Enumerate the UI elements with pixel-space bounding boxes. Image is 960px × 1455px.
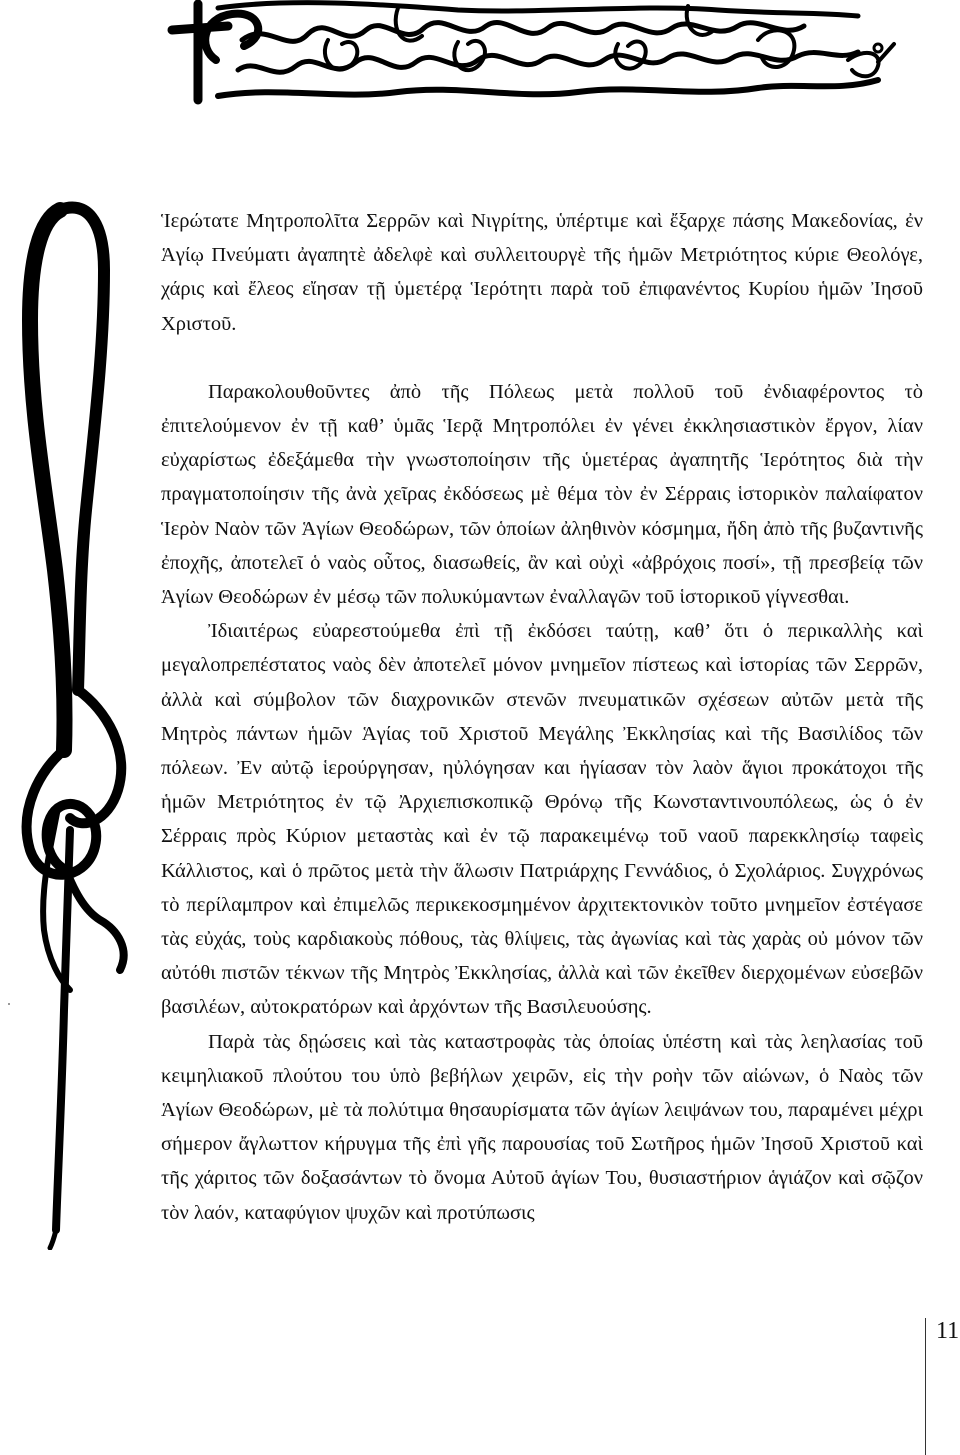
body-paragraph: Παρακολουθοῦντες ἀπὸ τῆς Πόλεως μετὰ πολλοῦ τοῦ ἐνδιαφέροντος τὸ ἐπιτελούμενον ἐν τῇ καθ’ ὑμᾶς Ἱερᾷ Μητροπόλει ἐν γένει ἐκκλησιαστικὸν ἔργον, λίαν εὐχαρίστως ἐδεξάμεθα τὴν γνωστοποίησιν τῆς ὑμετέρας ἀγαπητῆς Ἱερότητος διὰ τὴν πραγματοποίησιν τῆς ἀνὰ χεῖρας ἐκδόσεως μὲ θέμα τὸν ἐν Σέρραις ἱστορικὸν παλαίφατον Ἱερὸν Ναὸν τῶν Ἁγίων Θεοδώρων, τῶν ὁποίων ἀληθινὸν κόσμημα, ἤδη ἀπὸ τῆς βυζαντινῆς ἐποχῆς, ἀποτελεῖ ὁ ναὸς οὗτος, διασωθείς, ἂν καὶ οὐχὶ «ἀβρόχοις ποσί», τῇ πρεσβείᾳ τῶν Ἁγίων Θεοδώρων ἐν μέσῳ τῶν πολυκύμαντων ἐναλλαγῶν τοῦ ἱστορικοῦ γίγνεσθαι. [161, 380, 923, 609]
page-number: 11 [936, 1318, 960, 1344]
patriarchal-signature [158, 0, 898, 110]
knotted-cord-icon [0, 190, 150, 1250]
letter-body [161, 204, 923, 1230]
body-paragraph: Παρὰ τὰς δῃώσεις καὶ τὰς καταστροφὰς τὰς ὁποίας ὑπέστη καὶ τὰς λεηλασίας τοῦ κειμηλιακοῦ πλούτου του ὑπὸ βεβήλων χειρῶν, εἰς τὴν ροὴν τῶν αἰώνων, ὁ Ναὸς τῶν Ἁγίων Θεοδώρων, μὲ τὰ πολύτιμα θησαυρίσματα τῶν ἁγίων λειψάνων του, παραμένει μέχρι σήμερον ἄγλωττον κήρυγμα τῆς ἐπὶ γῆς παρουσίας τοῦ Σωτῆρος ἡμῶν Ἰησοῦ Χριστοῦ καὶ τῆς χάριτος τῶν δοξασάντων τὸ ὄνομα Αὐτοῦ ἁγίων Του, θυσιαστήριον ἁγιάζον καὶ σῷζον τὸν λαόν, καταφύγιον ψυχῶν καὶ προτύπωσις [161, 1030, 923, 1224]
salutation-paragraph: Ἱερώτατε Μητροπολῖτα Σερρῶν καὶ Νιγρίτης, ὑπέρτιμε καὶ ἔξαρχε πάσης Μακεδονίας, ἐν Ἁγίῳ Πνεύματι ἀγαπητὲ ἀδελφὲ καὶ συλλειτουργὲ τῆς ἡμῶν Μετριότητος κύριε Θεολόγε, χάρις καὶ ἔλεος εἴησαν τῇ ὑμετέρᾳ Ἱερότητι παρὰ τοῦ ἐπιφανέντος Κυρίου ἡμῶν Ἰησοῦ Χριστοῦ. [161, 210, 923, 335]
page-number-rule [925, 1318, 926, 1455]
margin-speck [8, 1003, 10, 1005]
body-paragraph: Ἰδιαιτέρως εὐαρεστούμεθα ἐπὶ τῇ ἐκδόσει ταύτῃ, καθ’ ὅτι ὁ περικαλλὴς καὶ μεγαλοπρεπέστατος ναὸς δὲν ἀποτελεῖ μόνον μνημεῖον πίστεως καὶ ἱστορίας τῶν Σερρῶν, ἀλλὰ καὶ σύμβολον τῶν διαχρονικῶν στενῶν πνευματικῶν σχέσεων αὐτῶν μετὰ τῆς Μητρὸς πάντων ἡμῶν Ἁγίας τοῦ Χριστοῦ Μεγάλης Ἐκκλησίας καὶ τῆς Βασιλίδος τῶν πόλεων. Ἐν αὐτῷ ἱερούργησαν, ηὐλόγησαν και ἡγίασαν τὸν λαὸν ἅγιοι προκάτοχοι τῆς ἡμῶν Μετριότητος ἐν τῷ Ἀρχιεπισκοπικῷ Θρόνῳ τῆς Κωνσταντινουπόλεως, ὡς ὁ ἐν Σέρραις πρὸς Κύριον μεταστὰς καὶ ἐν τῷ παρακειμένῳ τοῦ ναοῦ παρεκκλησίῳ ταφεὶς Κάλλιστος, καὶ ὁ πρῶτος μετὰ τὴν ἅλωσιν Πατριάρχης Γεννάδιος, ὁ Σχολάριος. Συγχρόνως τὸ περίλαμπρον καὶ ἐπιμελῶς περικεκοσμημένον ἀρχιτεκτονικὸν τοῦτο μνημεῖον ἐστέγασε τὰς εὐχάς, τοὺς καρδιακοὺς πόθους, τὰς θλίψεις, τὰς ἀγωνίας καὶ τὰς χαρὰς οὐ μόνον τῶν αὐτόθι πιστῶν τέκνων τῆς Μητρὸς Ἐκκλησίας, ἀλλὰ καὶ τῶν ἐκεῖθεν διερχομένων εὐσεβῶν βασιλέων, αὐτοκρατόρων καὶ ἀρχόντων τῆς Βασιλευούσης. [161, 620, 923, 1019]
